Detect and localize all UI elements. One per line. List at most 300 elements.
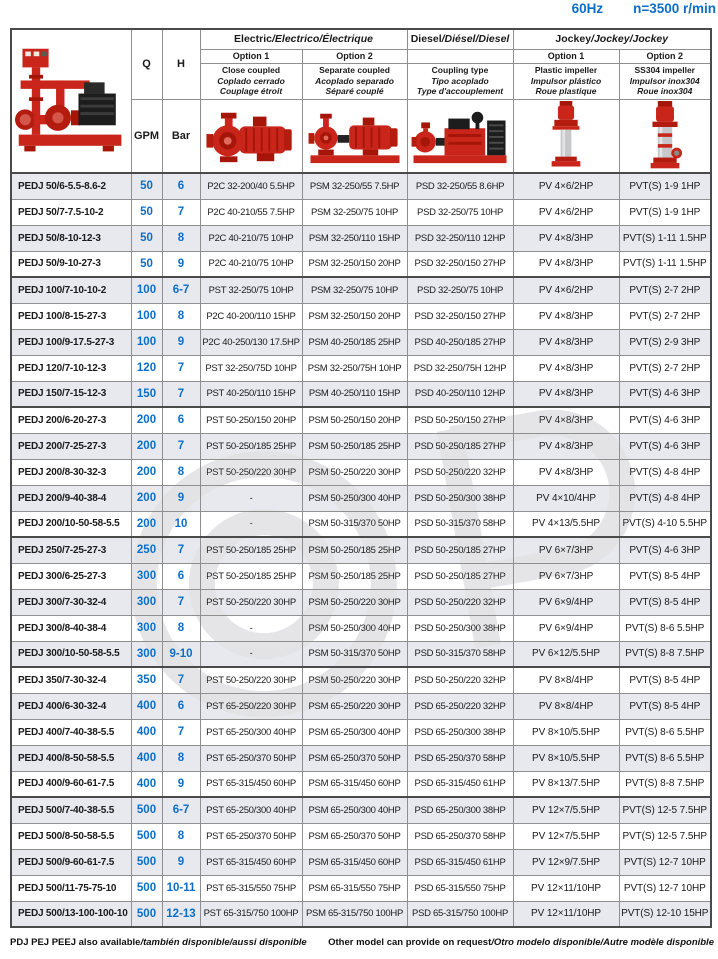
spec-row: [11, 641, 711, 667]
model-cell: PEDJ 300/10-50-58-5.5: [11, 641, 131, 667]
diesel-label-en: Diesel: [410, 33, 442, 46]
diesel-cell: PSD 65-315/450 61HP: [407, 771, 513, 797]
jockey-option2-cell: PVT(S) 4-6 3HP: [619, 407, 711, 433]
electric-label-translations: /Electrico/Électrique: [272, 33, 373, 46]
jockey-option1-cell: PV 12×7/5.5HP: [513, 797, 619, 823]
h-bar-cell: 6: [162, 407, 200, 433]
model-cell: PEDJ 200/8-30-32-3: [11, 459, 131, 485]
spec-row: [11, 251, 711, 277]
jockey-label-translations: /Jockey/Jockey: [591, 33, 669, 46]
ss304-impeller-description: [619, 63, 711, 99]
plastic-impeller-es: Impulsor plástico: [530, 75, 602, 86]
diesel-cell: PSD 32-250/75H 12HP: [407, 355, 513, 381]
diesel-cell: PSD 32-250/75 10HP: [407, 199, 513, 225]
spec-line: [0, 1, 716, 16]
q-gpm-cell: 250: [131, 537, 162, 563]
diesel-cell: PSD 50-250/220 32HP: [407, 667, 513, 693]
electric-option2-cell: PSM 65-250/220 30HP: [302, 693, 407, 719]
jockey-option2-cell: PVT(S) 8-6 5.5HP: [619, 719, 711, 745]
jockey-option1-cell: PV 4×8/3HP: [513, 355, 619, 381]
spec-row: [11, 719, 711, 745]
electric-option2-cell: PSM 50-250/300 40HP: [302, 485, 407, 511]
electric-option1-cell: PST 50-250/185 25HP: [200, 537, 302, 563]
header-group-row: [11, 29, 711, 49]
spec-row: [11, 485, 711, 511]
jockey-option1-cell: PV 4×8/3HP: [513, 225, 619, 251]
diesel-cell: PSD 65-250/300 38HP: [407, 719, 513, 745]
spec-row: [11, 381, 711, 407]
q-gpm-cell: 350: [131, 667, 162, 693]
spec-row: [11, 303, 711, 329]
electric-option1-cell: PST 40-250/110 15HP: [200, 381, 302, 407]
jockey-option1-cell: PV 4×6/2HP: [513, 173, 619, 199]
jockey-option1-cell: PV 4×8/3HP: [513, 329, 619, 355]
diesel-cell: PSD 32-250/150 27HP: [407, 303, 513, 329]
jockey-option2-cell: PVT(S) 12-5 7.5HP: [619, 823, 711, 849]
jockey-option1-cell: PV 4×8/3HP: [513, 303, 619, 329]
model-cell: PEDJ 150/7-15-12-3: [11, 381, 131, 407]
electric-option1-cell: -: [200, 615, 302, 641]
coupling-type-es: Tipo acoplado: [431, 75, 489, 86]
separate-coupled-fr: Séparé couplé: [325, 86, 384, 97]
pump-spec-table: [10, 28, 712, 928]
electric-option2-cell: PSM 50-250/220 30HP: [302, 459, 407, 485]
model-cell: PEDJ 200/6-20-27-3: [11, 407, 131, 433]
jockey-option1-cell: PV 6×9/4HP: [513, 589, 619, 615]
model-cell: PEDJ 200/10-50-58-5.5: [11, 511, 131, 537]
footer-notes: [10, 937, 714, 948]
model-cell: PEDJ 500/8-50-58-5.5: [11, 823, 131, 849]
model-cell: PEDJ 400/9-60-61-7.5: [11, 771, 131, 797]
q-header-cell: Q: [131, 29, 162, 99]
close-coupled-es: Coplado cerrado: [217, 75, 285, 86]
jockey-ss304-photo-cell: [619, 99, 711, 173]
coupling-type-description: [407, 63, 513, 99]
jockey-option2-cell: PVT(S) 2-9 3HP: [619, 329, 711, 355]
electric-option1-cell: PST 50-250/150 20HP: [200, 407, 302, 433]
diesel-cell: PSD 32-250/75 10HP: [407, 277, 513, 303]
close-coupled-description: [200, 63, 302, 99]
electric-option1-cell: PST 65-250/300 40HP: [200, 797, 302, 823]
h-header-cell: H: [162, 29, 200, 99]
jockey-option1-cell: PV 12×11/10HP: [513, 901, 619, 927]
diesel-cell: PSD 50-250/185 27HP: [407, 563, 513, 589]
electric-option2-cell: PSM 32-250/75 10HP: [302, 199, 407, 225]
electric-option2-cell: PSM 50-250/150 20HP: [302, 407, 407, 433]
spec-row: [11, 511, 711, 537]
h-bar-cell: 9: [162, 849, 200, 875]
model-cell: PEDJ 500/7-40-38-5.5: [11, 797, 131, 823]
q-gpm-cell: 500: [131, 849, 162, 875]
jockey-option2-cell: PVT(S) 1-11 1.5HP: [619, 251, 711, 277]
jockey-option2-cell: PVT(S) 1-11 1.5HP: [619, 225, 711, 251]
spec-row: [11, 823, 711, 849]
jockey-option2-cell: PVT(S) 8-6 5.5HP: [619, 615, 711, 641]
electric-option1-cell: PST 65-250/370 50HP: [200, 745, 302, 771]
h-bar-cell: 7: [162, 199, 200, 225]
electric-option2-cell: PSM 50-250/185 25HP: [302, 537, 407, 563]
electric-option1-cell: -: [200, 485, 302, 511]
jockey-option2-cell: PVT(S) 4-10 5.5HP: [619, 511, 711, 537]
h-bar-cell: 8: [162, 823, 200, 849]
electric-option2-cell: PSM 40-250/110 15HP: [302, 381, 407, 407]
h-bar-cell: 9: [162, 771, 200, 797]
diesel-cell: PSD 65-250/370 58HP: [407, 745, 513, 771]
electric-option2-cell: PSM 32-250/55 7.5HP: [302, 173, 407, 199]
electric-group-header: [200, 29, 407, 49]
q-gpm-cell: 200: [131, 511, 162, 537]
electric-option2-cell: PSM 50-250/220 30HP: [302, 589, 407, 615]
h-bar-cell: 6: [162, 693, 200, 719]
jockey-option1-cell: PV 8×10/5.5HP: [513, 745, 619, 771]
h-bar-cell: 7: [162, 719, 200, 745]
model-cell: PEDJ 100/7-10-10-2: [11, 277, 131, 303]
jockey-option2-cell: PVT(S) 4-8 4HP: [619, 459, 711, 485]
diesel-cell: PSD 40-250/110 12HP: [407, 381, 513, 407]
q-gpm-cell: 500: [131, 797, 162, 823]
jockey-option1-header: Option 1: [513, 49, 619, 63]
electric-option1-cell: -: [200, 511, 302, 537]
jockey-option2-cell: PVT(S) 12-10 15HP: [619, 901, 711, 927]
q-gpm-cell: 500: [131, 823, 162, 849]
electric-option1-cell: PST 32-250/75D 10HP: [200, 355, 302, 381]
electric-option2-cell: PSM 32-250/110 15HP: [302, 225, 407, 251]
model-cell: PEDJ 400/8-50-58-5.5: [11, 745, 131, 771]
diesel-cell: PSD 50-250/185 27HP: [407, 433, 513, 459]
close-coupled-pump-photo: [206, 105, 296, 167]
q-gpm-cell: 50: [131, 173, 162, 199]
jockey-option2-cell: PVT(S) 1-9 1HP: [619, 173, 711, 199]
electric-option2-cell: PSM 50-250/185 25HP: [302, 563, 407, 589]
electric-option1-cell: PST 65-250/300 40HP: [200, 719, 302, 745]
electric-option2-cell: PSM 65-250/370 50HP: [302, 745, 407, 771]
h-bar-cell: 7: [162, 355, 200, 381]
diesel-cell: PSD 50-250/300 38HP: [407, 485, 513, 511]
jockey-group-header: [513, 29, 711, 49]
jockey-option2-cell: PVT(S) 8-5 4HP: [619, 667, 711, 693]
diesel-cell: PSD 50-315/370 58HP: [407, 511, 513, 537]
diesel-cell: PSD 65-250/370 58HP: [407, 823, 513, 849]
diesel-cell: PSD 50-315/370 58HP: [407, 641, 513, 667]
plastic-impeller-description: [513, 63, 619, 99]
h-bar-cell: 7: [162, 589, 200, 615]
jockey-option1-cell: PV 4×13/5.5HP: [513, 511, 619, 537]
electric-option2-cell: PSM 50-250/300 40HP: [302, 615, 407, 641]
jockey-option1-cell: PV 4×8/3HP: [513, 251, 619, 277]
h-bar-cell: 8: [162, 303, 200, 329]
electric-option1-cell: P2C 40-250/130 17.5HP: [200, 329, 302, 355]
electric-option2-cell: PSM 40-250/185 25HP: [302, 329, 407, 355]
electric-option2-cell: PSM 50-315/370 50HP: [302, 641, 407, 667]
diesel-option-spacer: [407, 49, 513, 63]
jockey-option2-cell: PVT(S) 2-7 2HP: [619, 355, 711, 381]
electric-option2-cell: PSM 65-315/750 100HP: [302, 901, 407, 927]
close-coupled-en: Close coupled: [221, 65, 281, 76]
model-cell: PEDJ 400/6-30-32-4: [11, 693, 131, 719]
electric-option2-header: Option 2: [302, 49, 407, 63]
jockey-option1-cell: PV 8×8/4HP: [513, 693, 619, 719]
spec-row: [11, 433, 711, 459]
h-bar-cell: 12-13: [162, 901, 200, 927]
model-cell: PEDJ 50/9-10-27-3: [11, 251, 131, 277]
h-bar-cell: 7: [162, 537, 200, 563]
electric-option1-cell: P2C 32-200/40 5.5HP: [200, 173, 302, 199]
q-gpm-cell: 400: [131, 719, 162, 745]
electric-option2-cell: PSM 32-250/75H 10HP: [302, 355, 407, 381]
close-coupled-photo-cell: [200, 99, 302, 173]
electric-option2-cell: PSM 32-250/150 20HP: [302, 303, 407, 329]
electric-option1-cell: PST 65-250/220 30HP: [200, 693, 302, 719]
q-gpm-cell: 100: [131, 329, 162, 355]
q-gpm-cell: 500: [131, 875, 162, 901]
spec-row: [11, 173, 711, 199]
ss304-impeller-en: SS304 impeller: [634, 65, 695, 76]
electric-option1-header: Option 1: [200, 49, 302, 63]
jockey-option2-cell: PVT(S) 4-8 4HP: [619, 485, 711, 511]
diesel-cell: PSD 65-315/450 61HP: [407, 849, 513, 875]
electric-option2-cell: PSM 65-250/300 40HP: [302, 719, 407, 745]
diesel-cell: PSD 65-315/550 75HP: [407, 875, 513, 901]
model-cell: PEDJ 50/8-10-12-3: [11, 225, 131, 251]
spec-row: [11, 875, 711, 901]
q-gpm-cell: 300: [131, 641, 162, 667]
jockey-option2-cell: PVT(S) 12-7 10HP: [619, 849, 711, 875]
separate-coupled-photo-cell: [302, 99, 407, 173]
jockey-option2-cell: PVT(S) 1-9 1HP: [619, 199, 711, 225]
spec-row: [11, 771, 711, 797]
electric-option1-cell: PST 65-250/370 50HP: [200, 823, 302, 849]
diesel-cell: PSD 50-250/185 27HP: [407, 537, 513, 563]
jockey-option1-cell: PV 12×7/5.5HP: [513, 823, 619, 849]
h-bar-cell: 8: [162, 615, 200, 641]
jockey-option1-cell: PV 8×8/4HP: [513, 667, 619, 693]
footer-left-note: [10, 937, 307, 948]
electric-option1-cell: PST 50-250/185 25HP: [200, 563, 302, 589]
coupling-type-fr: Type d'accouplement: [416, 86, 504, 97]
q-gpm-cell: 300: [131, 589, 162, 615]
q-gpm-cell: 400: [131, 745, 162, 771]
jockey-option2-cell: PVT(S) 4-6 3HP: [619, 433, 711, 459]
spec-row: [11, 745, 711, 771]
electric-option2-cell: PSM 65-315/450 60HP: [302, 849, 407, 875]
diesel-engine-pump-photo: [411, 105, 509, 167]
diesel-cell: PSD 50-250/220 32HP: [407, 459, 513, 485]
electric-option2-cell: PSM 50-315/370 50HP: [302, 511, 407, 537]
spec-row: [11, 537, 711, 563]
electric-option1-cell: PST 65-315/550 75HP: [200, 875, 302, 901]
plastic-impeller-en: Plastic impeller: [534, 65, 598, 76]
spec-row: [11, 199, 711, 225]
diesel-cell: PSD 40-250/185 27HP: [407, 329, 513, 355]
jockey-option1-cell: PV 6×9/4HP: [513, 615, 619, 641]
jockey-option1-cell: PV 4×8/3HP: [513, 407, 619, 433]
electric-option1-cell: P2C 40-210/55 7.5HP: [200, 199, 302, 225]
spec-row: [11, 225, 711, 251]
spec-row: [11, 615, 711, 641]
q-gpm-cell: 120: [131, 355, 162, 381]
jockey-option2-cell: PVT(S) 8-5 4HP: [619, 563, 711, 589]
diesel-cell: PSD 65-250/300 38HP: [407, 797, 513, 823]
spec-row: [11, 849, 711, 875]
h-bar-cell: 10-11: [162, 875, 200, 901]
diesel-cell: PSD 65-315/750 100HP: [407, 901, 513, 927]
diesel-photo-cell: [407, 99, 513, 173]
jockey-option2-cell: PVT(S) 4-6 3HP: [619, 381, 711, 407]
electric-option1-cell: PST 50-250/220 30HP: [200, 459, 302, 485]
footer-left-translations: /también disponible/aussi disponible: [140, 937, 307, 948]
model-cell: PEDJ 250/7-25-27-3: [11, 537, 131, 563]
q-gpm-cell: 400: [131, 693, 162, 719]
electric-option1-cell: PST 50-250/220 30HP: [200, 667, 302, 693]
model-cell: PEDJ 200/9-40-38-4: [11, 485, 131, 511]
jockey-plastic-photo-cell: [513, 99, 619, 173]
model-cell: PEDJ 500/13-100-100-10: [11, 901, 131, 927]
vertical-jockey-pump-plastic-photo: [547, 101, 585, 171]
jockey-label-en: Jockey: [555, 33, 592, 46]
spec-row: [11, 563, 711, 589]
h-bar-cell: 9-10: [162, 641, 200, 667]
jockey-option1-cell: PV 4×8/3HP: [513, 381, 619, 407]
gpm-unit-cell: GPM: [131, 99, 162, 173]
jockey-option2-cell: PVT(S) 2-7 2HP: [619, 303, 711, 329]
diesel-cell: PSD 32-250/110 12HP: [407, 225, 513, 251]
frequency-label: 60Hz: [571, 1, 604, 16]
q-gpm-cell: 50: [131, 225, 162, 251]
electric-option1-cell: PST 65-315/450 60HP: [200, 771, 302, 797]
q-gpm-cell: 500: [131, 901, 162, 927]
spec-row: [11, 589, 711, 615]
electric-option1-cell: PST 50-250/220 30HP: [200, 589, 302, 615]
model-cell: PEDJ 120/7-10-12-3: [11, 355, 131, 381]
h-bar-cell: 9: [162, 251, 200, 277]
q-gpm-cell: 50: [131, 251, 162, 277]
jockey-option2-cell: PVT(S) 12-7 10HP: [619, 875, 711, 901]
diesel-cell: PSD 50-250/150 27HP: [407, 407, 513, 433]
h-bar-cell: 9: [162, 485, 200, 511]
jockey-option1-cell: PV 6×7/3HP: [513, 563, 619, 589]
electric-label-en: Electric: [234, 33, 272, 46]
separate-coupled-description: [302, 63, 407, 99]
q-gpm-cell: 200: [131, 459, 162, 485]
q-gpm-cell: 100: [131, 277, 162, 303]
spec-row: [11, 901, 711, 927]
packaged-fire-pump-set-photo: [15, 43, 127, 159]
jockey-option1-cell: PV 6×7/3HP: [513, 537, 619, 563]
jockey-option1-cell: PV 6×12/5.5HP: [513, 641, 619, 667]
jockey-option2-cell: PVT(S) 8-5 4HP: [619, 693, 711, 719]
separate-coupled-es: Acoplado separado: [315, 75, 394, 86]
jockey-option1-cell: PV 4×10/4HP: [513, 485, 619, 511]
jockey-option2-cell: PVT(S) 8-6 5.5HP: [619, 745, 711, 771]
q-gpm-cell: 200: [131, 433, 162, 459]
model-cell: PEDJ 200/7-25-27-3: [11, 433, 131, 459]
jockey-option1-cell: PV 4×8/3HP: [513, 433, 619, 459]
h-bar-cell: 8: [162, 745, 200, 771]
separate-coupled-pump-photo: [308, 106, 402, 166]
h-bar-cell: 7: [162, 381, 200, 407]
jockey-option1-cell: PV 12×9/7.5HP: [513, 849, 619, 875]
q-gpm-cell: 150: [131, 381, 162, 407]
h-bar-cell: 6-7: [162, 797, 200, 823]
model-cell: PEDJ 100/9-17.5-27-3: [11, 329, 131, 355]
jockey-option2-header: Option 2: [619, 49, 711, 63]
bar-unit-cell: Bar: [162, 99, 200, 173]
jockey-option2-cell: PVT(S) 8-5 4HP: [619, 589, 711, 615]
electric-option2-cell: PSM 50-250/220 30HP: [302, 667, 407, 693]
electric-option1-cell: -: [200, 641, 302, 667]
q-gpm-cell: 200: [131, 407, 162, 433]
footer-right-note: [328, 937, 714, 948]
jockey-option1-cell: PV 4×8/3HP: [513, 459, 619, 485]
spec-row: [11, 693, 711, 719]
h-bar-cell: 7: [162, 667, 200, 693]
jockey-option1-cell: PV 12×11/10HP: [513, 875, 619, 901]
close-coupled-fr: Couplage étroit: [219, 86, 283, 97]
jockey-option2-cell: PVT(S) 8-8 7.5HP: [619, 771, 711, 797]
jockey-option1-cell: PV 4×6/2HP: [513, 199, 619, 225]
pump-set-photo-cell: [11, 29, 131, 173]
spec-row: [11, 355, 711, 381]
diesel-label-translations: /Diésel/Diesel: [441, 33, 510, 46]
q-gpm-cell: 300: [131, 615, 162, 641]
electric-option2-cell: PSM 65-250/370 50HP: [302, 823, 407, 849]
jockey-option2-cell: PVT(S) 12-5 7.5HP: [619, 797, 711, 823]
h-bar-cell: 8: [162, 459, 200, 485]
q-gpm-cell: 50: [131, 199, 162, 225]
q-gpm-cell: 200: [131, 485, 162, 511]
jockey-option1-cell: PV 8×10/5.5HP: [513, 719, 619, 745]
diesel-cell: PSD 50-250/300 38HP: [407, 615, 513, 641]
electric-option1-cell: P2C 40-200/110 15HP: [200, 303, 302, 329]
h-bar-cell: 6-7: [162, 277, 200, 303]
model-cell: PEDJ 500/11-75-75-10: [11, 875, 131, 901]
model-cell: PEDJ 400/7-40-38-5.5: [11, 719, 131, 745]
spec-row: [11, 407, 711, 433]
electric-option2-cell: PSM 65-315/450 60HP: [302, 771, 407, 797]
electric-option2-cell: PSM 32-250/75 10HP: [302, 277, 407, 303]
diesel-group-header: [407, 29, 513, 49]
spec-row: [11, 459, 711, 485]
jockey-option1-cell: PV 4×6/2HP: [513, 277, 619, 303]
footer-right-translations: /Otro modelo disponible/Autre modèle disponible: [491, 937, 714, 948]
ss304-impeller-fr: Roue inox304: [637, 86, 693, 97]
h-bar-cell: 6: [162, 173, 200, 199]
footer-right-en: Other model can provide on request: [328, 937, 492, 948]
jockey-option1-cell: PV 8×13/7.5HP: [513, 771, 619, 797]
model-cell: PEDJ 300/6-25-27-3: [11, 563, 131, 589]
electric-option2-cell: PSM 32-250/150 20HP: [302, 251, 407, 277]
electric-option1-cell: PST 32-250/75 10HP: [200, 277, 302, 303]
electric-option2-cell: PSM 65-315/550 75HP: [302, 875, 407, 901]
electric-option2-cell: PSM 50-250/185 25HP: [302, 433, 407, 459]
spec-row: [11, 667, 711, 693]
footer-left-en: PDJ PEJ PEEJ also available: [10, 937, 141, 948]
diesel-cell: PSD 50-250/220 32HP: [407, 589, 513, 615]
model-cell: PEDJ 50/7-7.5-10-2: [11, 199, 131, 225]
speed-label: n=3500 r/min: [633, 1, 716, 16]
model-cell: PEDJ 350/7-30-32-4: [11, 667, 131, 693]
diesel-cell: PSD 32-250/55 8.6HP: [407, 173, 513, 199]
q-gpm-cell: 100: [131, 303, 162, 329]
model-cell: PEDJ 100/8-15-27-3: [11, 303, 131, 329]
spec-row: [11, 797, 711, 823]
electric-option1-cell: P2C 40-210/75 10HP: [200, 225, 302, 251]
electric-option1-cell: P2C 40-210/75 10HP: [200, 251, 302, 277]
jockey-option2-cell: PVT(S) 2-7 2HP: [619, 277, 711, 303]
spec-row: [11, 329, 711, 355]
jockey-option2-cell: PVT(S) 4-6 3HP: [619, 537, 711, 563]
model-cell: PEDJ 50/6-5.5-8.6-2: [11, 173, 131, 199]
